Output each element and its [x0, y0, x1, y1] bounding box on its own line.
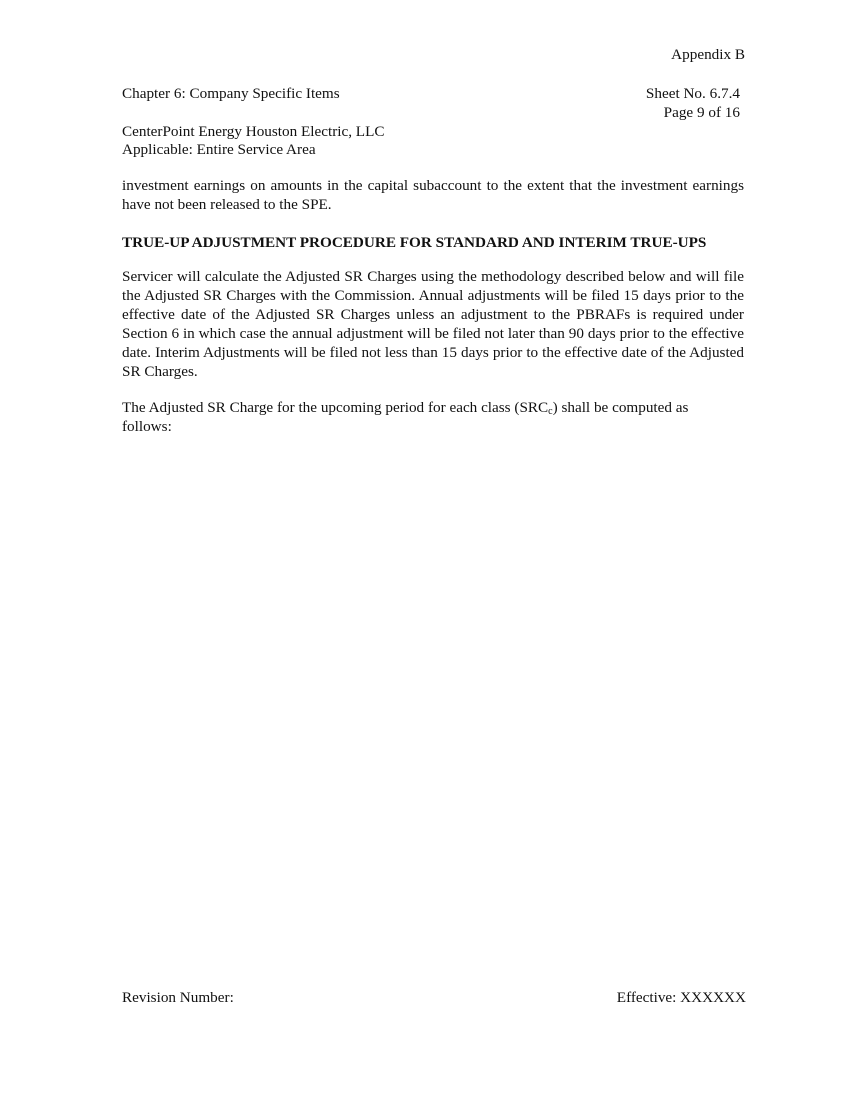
- appendix-label: Appendix B: [671, 46, 745, 63]
- section-heading: TRUE-UP ADJUSTMENT PROCEDURE FOR STANDARD AND INTERIM TRUE-UPS: [122, 234, 707, 251]
- adjusted-intro-text: The Adjusted SR Charge for the upcoming period for each class (SRC: [122, 399, 549, 416]
- effective-date: Effective: XXXXXX: [616, 989, 746, 1006]
- continuation-paragraph: investment earnings on amounts in the capital subaccount to the extent that the investment earnings have not been released to the SPE.: [122, 177, 744, 213]
- page-number: Page 9 of 16: [663, 104, 740, 121]
- company-name: CenterPoint Energy Houston Electric, LLC: [122, 123, 385, 140]
- applicable-area: Applicable: Entire Service Area: [122, 141, 316, 158]
- revision-number: Revision Number:: [122, 989, 234, 1006]
- sheet-number: Sheet No. 6.7.4: [645, 85, 740, 102]
- adjusted-rest-text: ) shall be computed as follows:: [122, 399, 689, 435]
- adjusted-charge-intro: [122, 398, 722, 436]
- class-subscript: c: [548, 406, 553, 417]
- servicer-paragraph: Servicer will calculate the Adjusted SR Charges using the methodology described below and will file the Adjusted SR Charges with the Commission. Annual adjustments will be filed 15 days prior to the effective date of the Adjusted SR Charges unless an adjustment to the PBRAFs is required under Section 6 in which case the annual adjustment will be filed not later than 90 days prior to the effective date. Interim Adjustments will be filed not less than 15 days prior to the effective date of the Adjusted SR Charges.: [122, 268, 744, 380]
- chapter-title: Chapter 6: Company Specific Items: [122, 85, 340, 102]
